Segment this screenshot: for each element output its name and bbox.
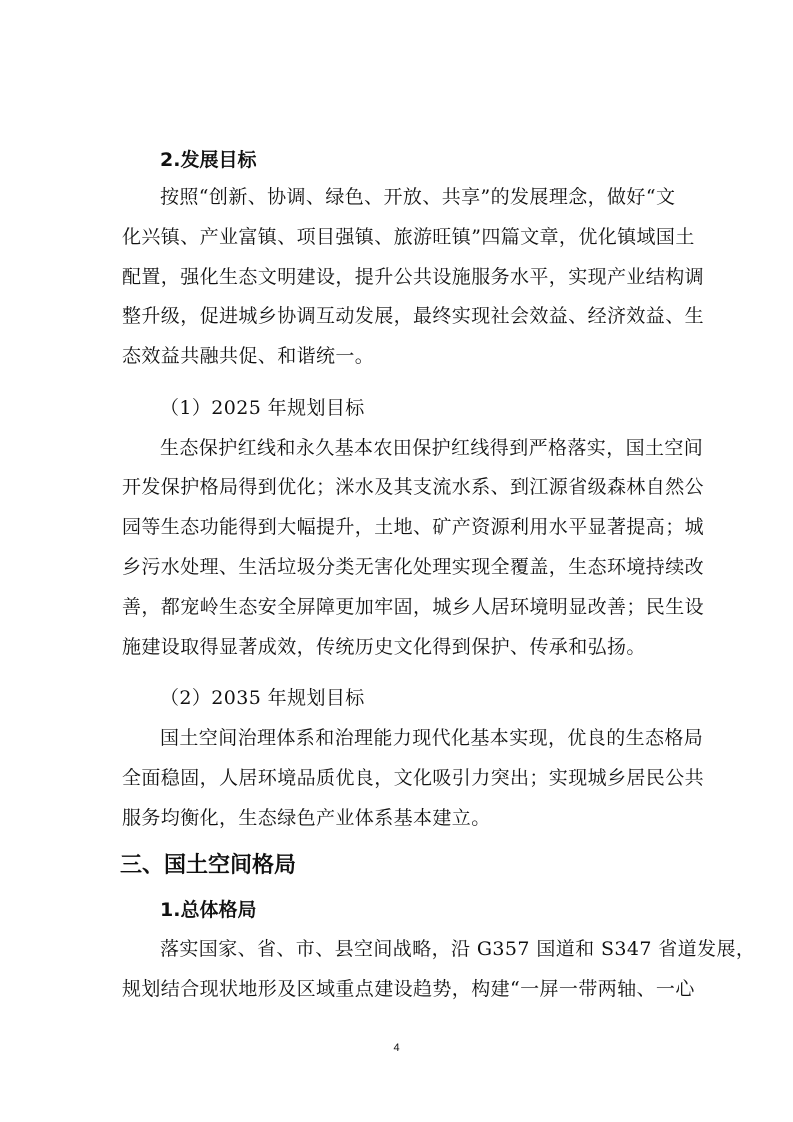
paragraph-line: 全面稳固，人居环境品质优良，文化吸引力突出；实现城乡居民公共 xyxy=(122,767,705,789)
section-heading-goals: 2.发展目标 xyxy=(160,149,257,171)
paragraph-line: 乡污水处理、生活垃圾分类无害化处理实现全覆盖，生态环境持续改 xyxy=(122,556,705,578)
paragraph-line: 规划结合现状地形及区域重点建设趋势，构建“一屏一带两轴、一心 xyxy=(122,978,695,1000)
paragraph-line: 生态保护红线和永久基本农田保护红线得到严格落实，国土空间 xyxy=(160,437,704,459)
paragraph-line: 开发保护格局得到优化；洣水及其支流水系、到江源省级森林自然公 xyxy=(122,476,705,498)
chapter-heading-land-space-pattern: 三、国土空间格局 xyxy=(120,853,297,878)
paragraph-line: 落实国家、省、市、县空间战略，沿 G357 国道和 S347 省道发展， xyxy=(160,938,756,960)
paragraph-line: 施建设取得显著成效，传统历史文化得到保护、传承和弘扬。 xyxy=(122,636,646,658)
subsection-heading-2035: （2）2035 年规划目标 xyxy=(160,687,365,709)
paragraph-line: 国土空间治理体系和治理能力现代化基本实现，优良的生态格局 xyxy=(160,727,704,749)
paragraph-line: 服务均衡化，生态绿色产业体系基本建立。 xyxy=(122,807,491,829)
paragraph-line: 配置，强化生态文明建设，提升公共设施服务水平，实现产业结构调 xyxy=(122,266,705,288)
paragraph-line: 态效益共融共促、和谐统一。 xyxy=(122,345,375,367)
page-number: 4 xyxy=(393,1042,400,1054)
paragraph-line: 按照“创新、协调、绿色、开放、共享”的发展理念，做好“文 xyxy=(160,186,676,208)
paragraph-line: 善，都宠岭生态安全屏障更加牢固，城乡人居环境明显改善；民生设 xyxy=(122,596,705,618)
paragraph-line: 整升级，促进城乡协调互动发展，最终实现社会效益、经济效益、生 xyxy=(122,305,705,327)
subsection-heading-2025: （1）2025 年规划目标 xyxy=(160,397,365,419)
paragraph-line: 化兴镇、产业富镇、项目强镇、旅游旺镇”四篇文章，优化镇域国土 xyxy=(122,226,695,248)
paragraph-line: 园等生态功能得到大幅提升，土地、矿产资源利用水平显著提高；城 xyxy=(122,516,705,538)
section-heading-overall-pattern: 1.总体格局 xyxy=(160,899,257,921)
